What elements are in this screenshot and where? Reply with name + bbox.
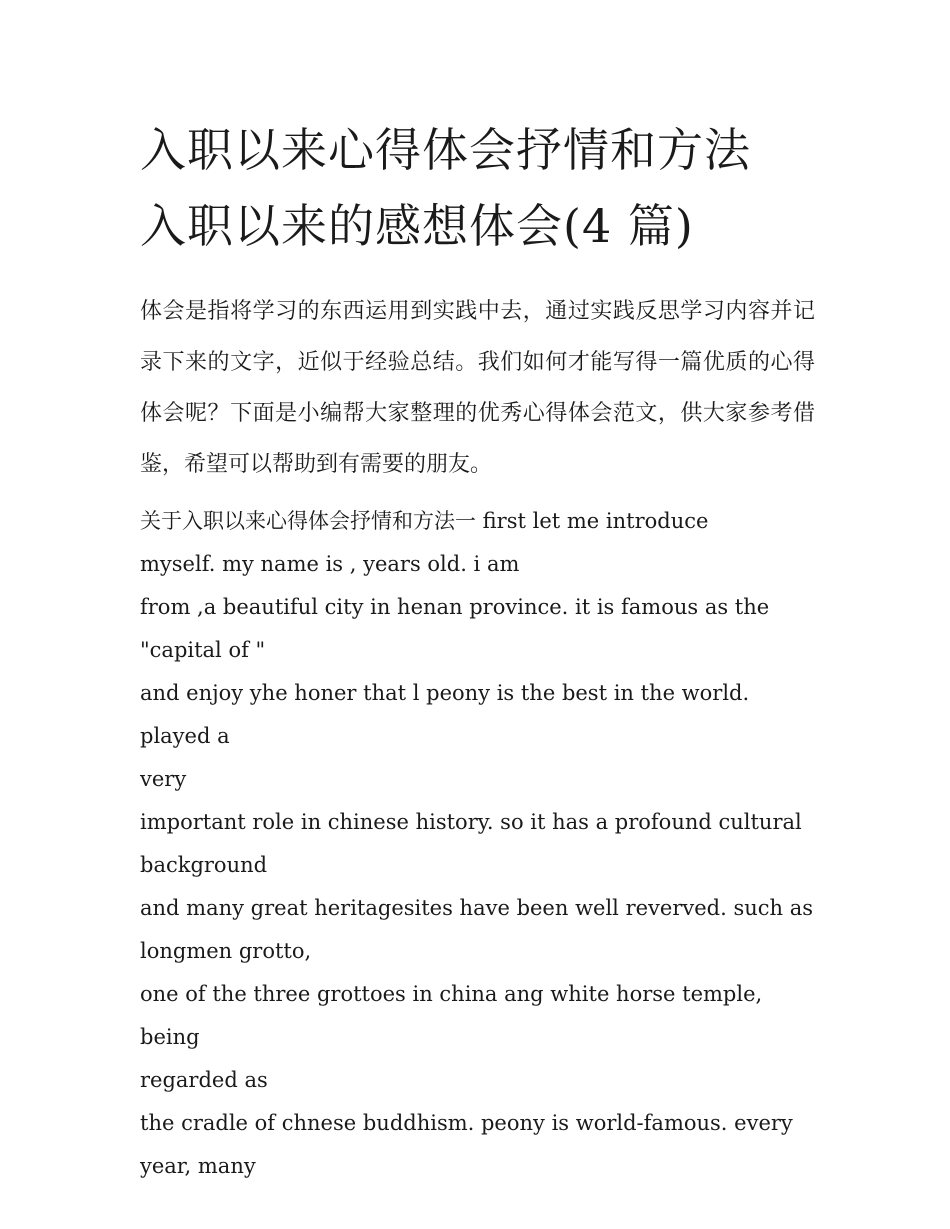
intro-paragraph: 体会是指将学习的东西运用到实践中去，通过实践反思学习内容并记录下来的文字，近似于经验总结。我们如何才能写得一篇优质的心得体会呢？下面是小编帮大家整理的优秀心得体会范文，供大家参考借鉴，希望可以帮助到有需要的朋友。 xyxy=(140,299,815,477)
body-line: the cradle of chnese buddhism. peony is world-famous. every xyxy=(140,1111,793,1135)
body-line: background xyxy=(140,853,268,877)
body-line: 关于入职以来心得体会抒情和方法一 first let me introduce xyxy=(140,509,709,533)
body-line: myself. my name is , years old. i am xyxy=(140,552,520,576)
body-text xyxy=(140,500,820,1188)
title-line-1: 入职以来心得体会抒情和方法 xyxy=(140,123,751,177)
body-line: and many great heritagesites have been well reverved. such as xyxy=(140,896,814,920)
body-line: year, many xyxy=(140,1154,256,1178)
body-line: and enjoy yhe honer that l peony is the best in the world. played a xyxy=(140,681,750,748)
body-line: longmen grotto, xyxy=(140,939,312,963)
body-line: "capital of " xyxy=(140,638,266,662)
title-line-2: 入职以来的感想体会(4 篇) xyxy=(140,199,694,253)
body-line: important role in chinese history. so it has a profound cultural xyxy=(140,810,802,834)
document-title xyxy=(140,112,820,264)
document-page xyxy=(140,112,820,1188)
body-line: very xyxy=(140,767,187,791)
body-line: one of the three grottoes in china ang white horse temple, being xyxy=(140,982,763,1049)
body-line: regarded as xyxy=(140,1068,268,1092)
body-line: from ,a beautiful city in henan province. it is famous as the xyxy=(140,595,770,619)
